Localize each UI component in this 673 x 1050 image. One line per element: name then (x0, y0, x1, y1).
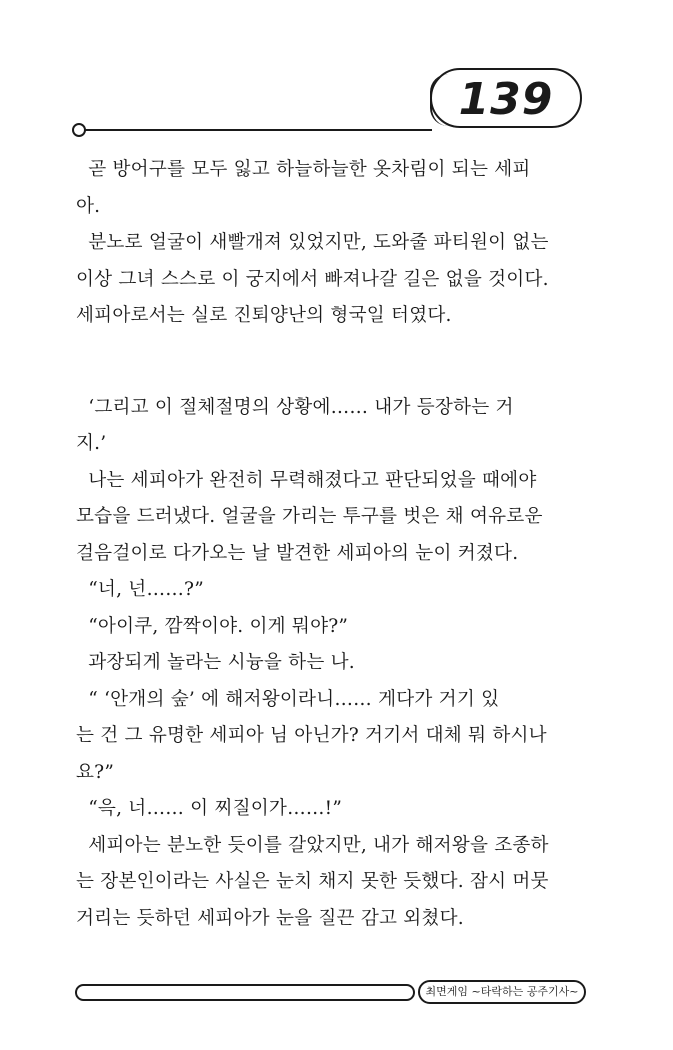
text-line: ‘그리고 이 절체절명의 상황에…… 내가 등장하는 거 (76, 396, 514, 418)
book-title-badge: 최면게임 ~타락하는 공주기사~ (418, 980, 586, 1004)
page-header (0, 0, 673, 150)
text-line: 세피아는 분노한 듯이를 갈았지만, 내가 해저왕을 조종하 (76, 834, 549, 856)
text-line: 아. (76, 195, 101, 217)
text-line: 세피아로서는 실로 진퇴양난의 형국일 터였다. (76, 305, 452, 326)
text-line: “윽, 너…… 이 찌질이가……!” (76, 798, 343, 819)
page-number-badge (430, 68, 582, 128)
text-line: 곧 방어구를 모두 잃고 하늘하늘한 옷차림이 되는 세피 (76, 159, 531, 180)
text-line: 모습을 드러냈다. 얼굴을 가리는 투구를 벗은 채 여유로운 (76, 506, 543, 527)
text-line: 과장되게 놀라는 시늉을 하는 나. (76, 652, 355, 673)
text-line: 는 건 그 유명한 세피아 님 아닌가? 거기서 대체 뭐 하시나 (76, 725, 547, 746)
page-footer (0, 975, 673, 1015)
header-ornament-dot (72, 123, 86, 137)
text-line: 거리는 듯하던 세피아가 눈을 질끈 감고 외쳤다. (76, 907, 464, 929)
text-line: 걸음걸이로 다가오는 날 발견한 세피아의 눈이 커졌다. (76, 542, 519, 564)
paragraph-gap (76, 335, 584, 390)
text-line: 요?” (76, 761, 115, 783)
text-line: 나는 세피아가 완전히 무력해졌다고 판단되었을 때에야 (76, 469, 537, 491)
text-line: 는 장본인이라는 사실은 눈치 채지 못한 듯했다. 잠시 머뭇 (76, 871, 549, 892)
footer-rule-bar (75, 984, 415, 1001)
page-body-text (76, 152, 584, 937)
text-line: “너, 넌……?” (76, 579, 204, 600)
text-line: 분노로 얼굴이 새빨개져 있었지만, 도와줄 파티원이 없는 (76, 232, 549, 253)
text-line: “ ‘안개의 숲’ 에 해저왕이라니…… 게다가 거기 있 (76, 688, 500, 710)
text-line: “아이쿠, 깜짝이야. 이게 뭐야?” (76, 615, 349, 637)
text-line: 이상 그녀 스스로 이 궁지에서 빠져나갈 길은 없을 것이다. (76, 268, 549, 290)
header-rule (84, 129, 432, 131)
text-line: 지.’ (76, 433, 107, 454)
page-number: 139 (458, 74, 554, 125)
